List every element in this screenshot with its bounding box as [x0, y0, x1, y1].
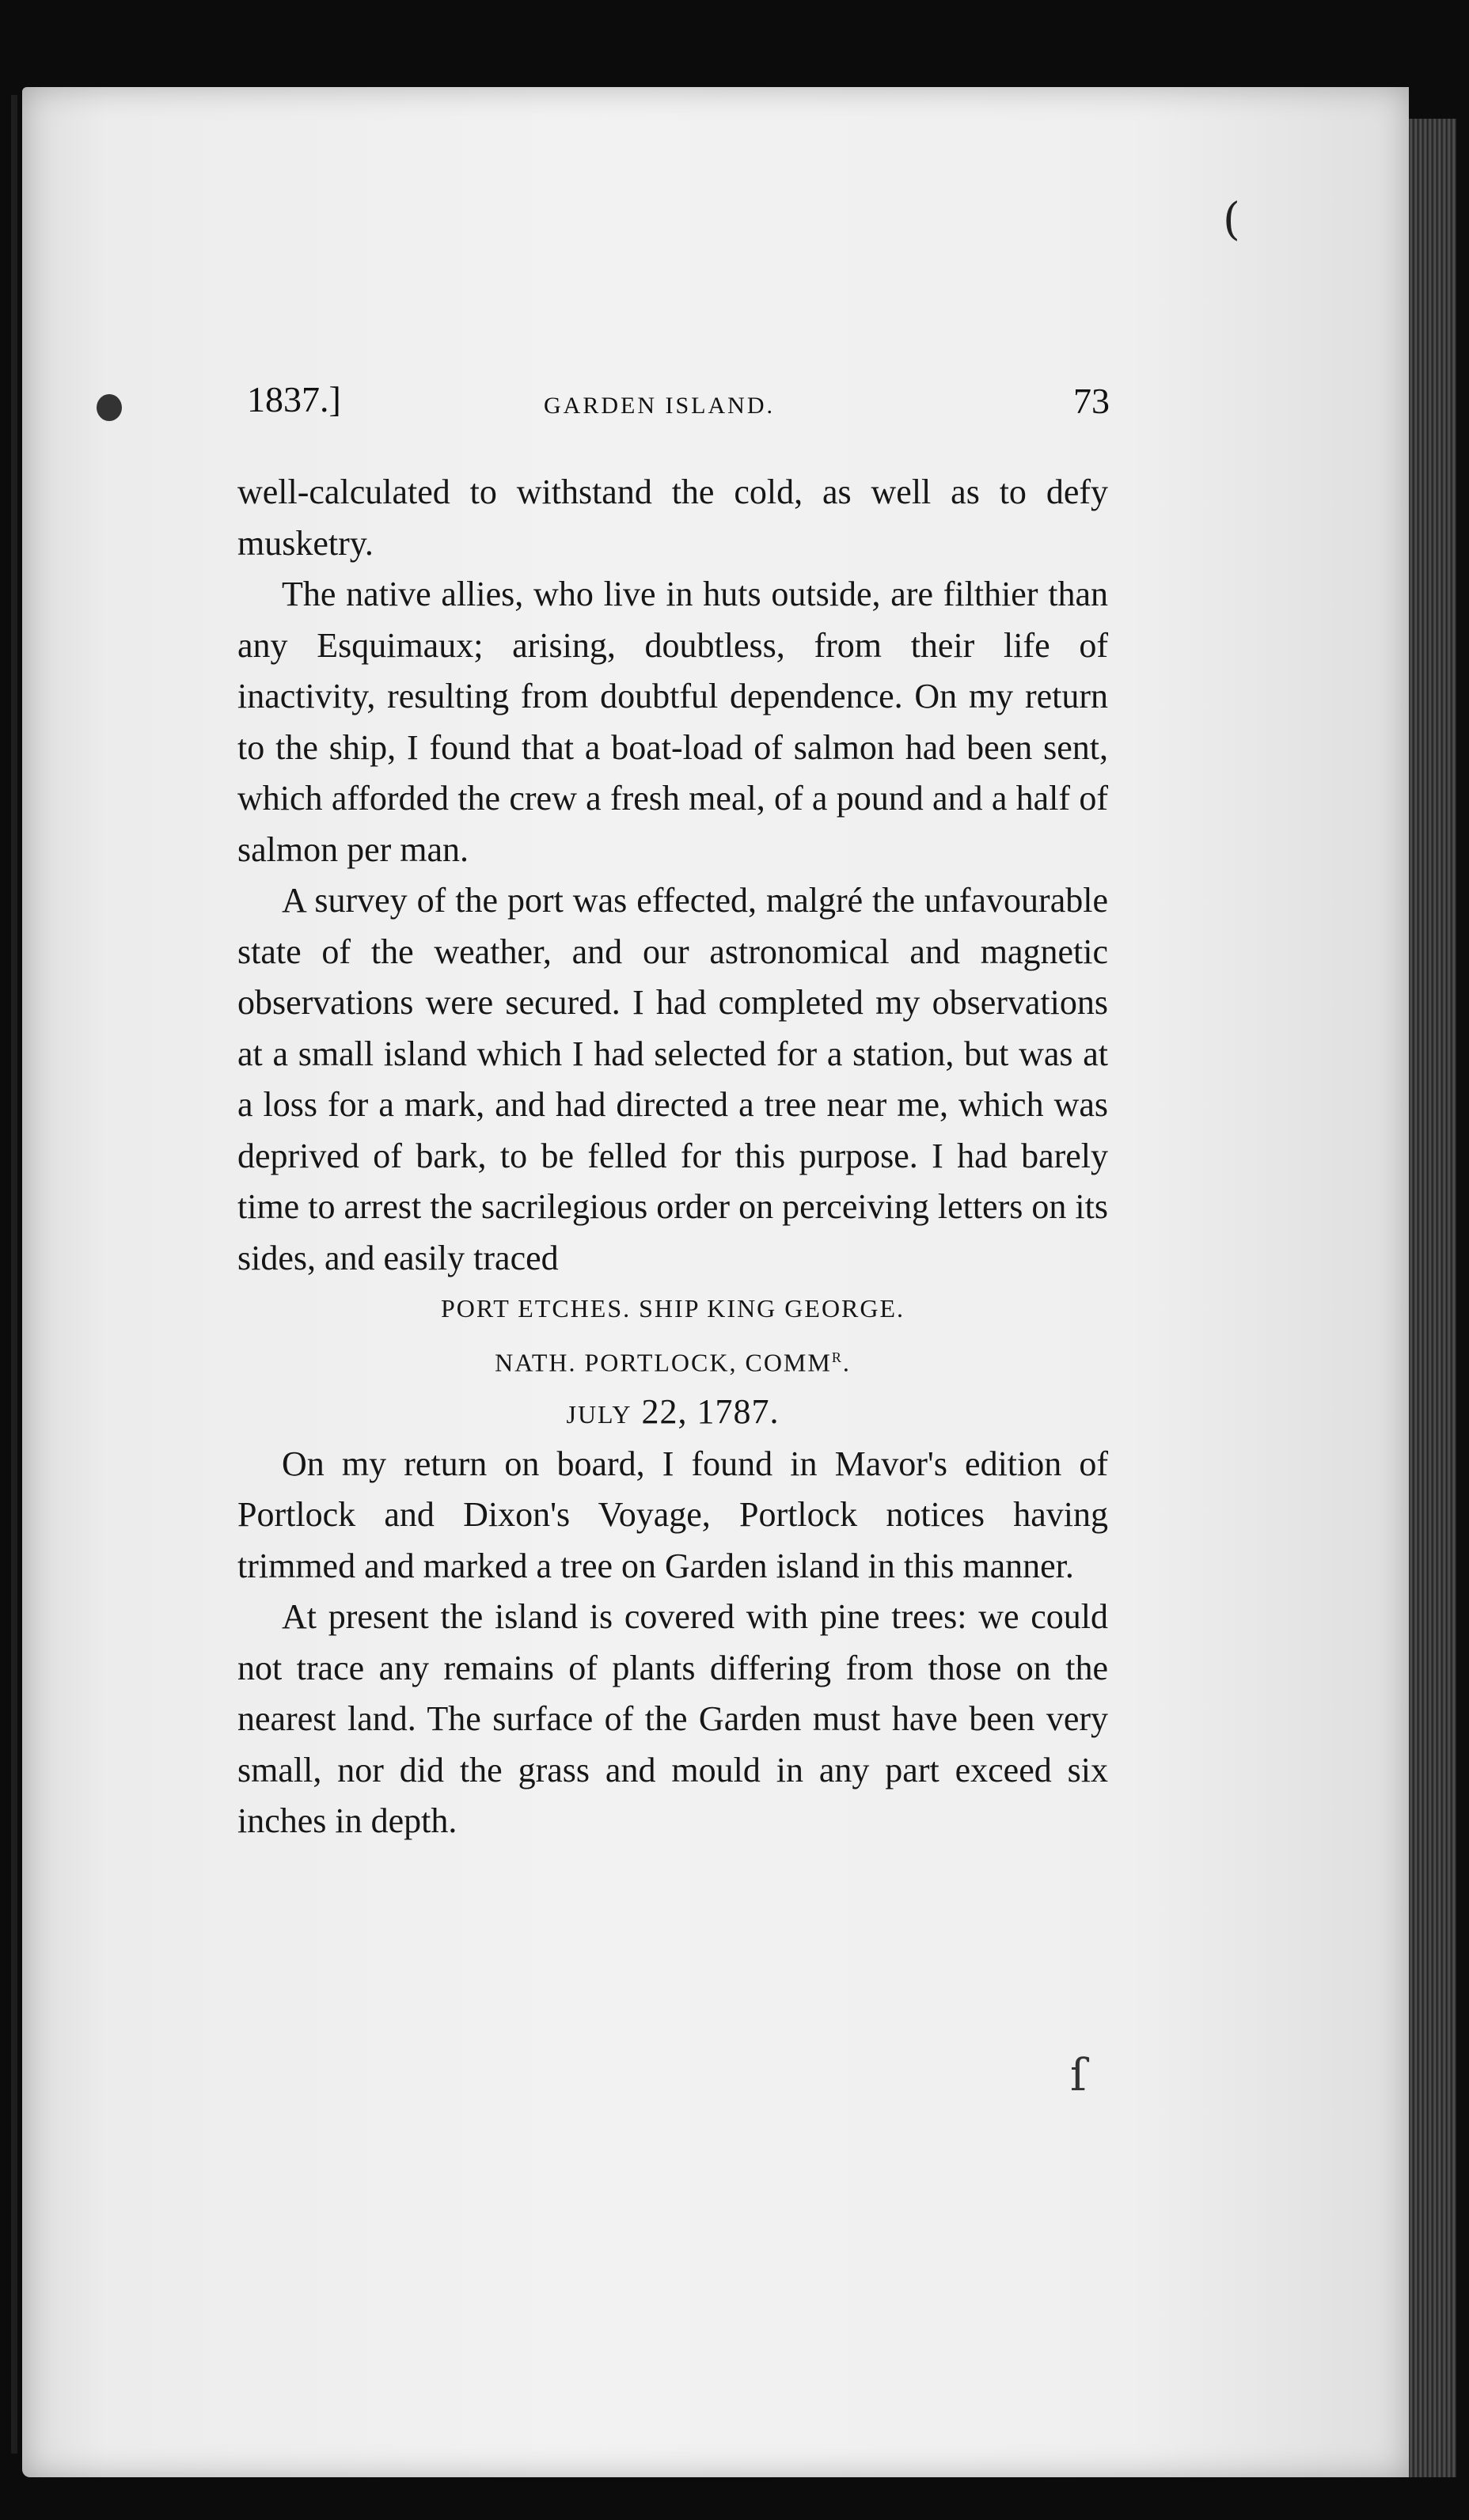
- inscription-superscript: R: [831, 1349, 843, 1365]
- inscription-month: JULY: [566, 1399, 632, 1429]
- inscription-period: .: [842, 1348, 851, 1377]
- inscription-line-3: [237, 1387, 1108, 1439]
- paragraph-1: well-calculated to withstand the cold, as well as to defy musketry.: [237, 472, 1108, 563]
- paragraph-4: On my return on board, I found in Mavor's edition of Portlock and Dixon's Voyage, Portlock notices having trimmed and marked a tree on Garden island in this manner.: [237, 1444, 1108, 1585]
- inscription-line-1: PORT ETCHES. SHIP KING GEORGE.: [440, 1294, 905, 1323]
- inscription-date: 22, 1787.: [641, 1391, 780, 1431]
- paragraph-5: At present the island is covered with pine trees: we could not trace any remains of plants differing from those on the nearest land. The surface of the Garden must have been very small, nor did the grass and mould in any part exceed six inches in depth.: [237, 1597, 1108, 1841]
- inscription-line-2: [237, 1333, 1108, 1387]
- header-title: GARDEN ISLAND.: [544, 393, 775, 419]
- margin-curl-mark: ſ: [1070, 2050, 1087, 2101]
- binding-hole: [97, 394, 122, 421]
- header-year: 1837.]: [247, 379, 341, 419]
- running-header: [247, 378, 1110, 434]
- inscription-name: NATH. PORTLOCK, COMM: [495, 1348, 832, 1377]
- paragraph-2: The native allies, who live in huts outside, are filthier than any Esquimaux; arising, doubtless, from their life of inactivity, resulting from doubtful dependence. On my return to the ship, I found that a boat-load of salmon had been sent, which afforded the crew a fresh meal, of a pound and a half of salmon per man.: [237, 575, 1108, 869]
- page-number: 73: [1073, 381, 1110, 421]
- margin-bracket-mark: (: [1223, 194, 1240, 245]
- page-edges: [1409, 119, 1456, 2477]
- book-spine: [11, 95, 17, 2454]
- paragraph-3: A survey of the port was effected, malgré the unfavourable state of the weather, and our astronomical and magnetic observations were secured. I had completed my observations at a small island which I had selected for a station, but was at a loss for a mark, and had directed a tree near me, which was deprived of bark, to be felled for this purpose. I had barely time to arrest the sacrilegious order on perceiving letters on its sides, and easily traced: [237, 881, 1108, 1277]
- body-text: [237, 467, 1108, 1847]
